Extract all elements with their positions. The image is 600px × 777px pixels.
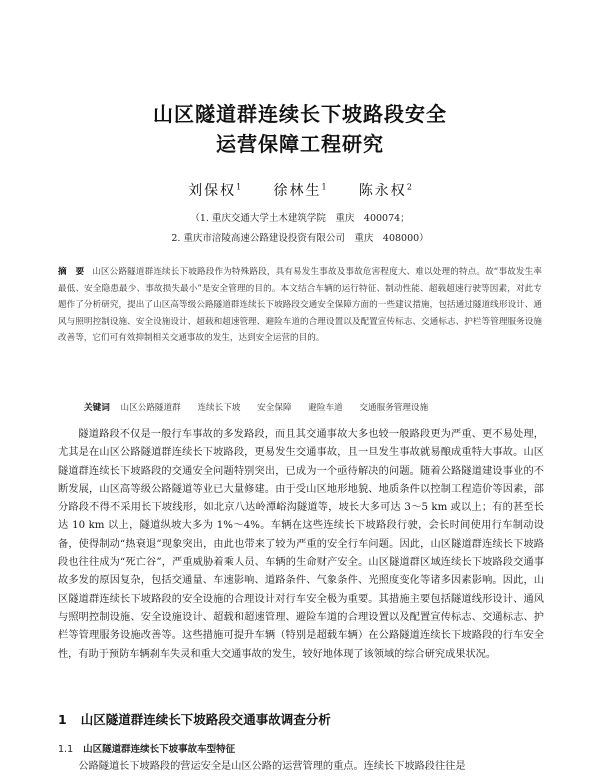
affiliation-1: （1. 重庆交通大学土木建筑学院 重庆 400074；	[190, 213, 410, 224]
keyword: 避险车道	[308, 403, 343, 413]
keywords-label: 关键词	[84, 403, 110, 413]
author-affiliation-mark: 1	[321, 182, 327, 192]
abstract	[58, 264, 542, 347]
keyword: 交通服务管理设施	[359, 403, 429, 413]
author-name: 徐林生	[273, 183, 322, 199]
affiliation-2: 2. 重庆市涪陵高速公路建设投资有限公司 重庆 408000）	[171, 233, 429, 244]
subsection-title: 山区隧道群连续长下坡事故车型特征	[83, 744, 236, 755]
keyword: 山区公路隧道群	[120, 403, 181, 413]
section-title: 山区隧道群连续长下坡路段交通事故调查分析	[80, 712, 331, 727]
section-number: 1	[58, 712, 67, 727]
keyword: 安全保障	[257, 403, 292, 413]
abstract-text: 山区公路隧道群连续长下坡路段作为特殊路段，具有易发生事故及事故危害程度大、难以处理的特点。故“事故发生率最低、安全隐患最少、事故损失最小”是安全管理的目的。本文结合车辆的运行特征、制动性能、超载超速行驶等因素，对此专题作了分析研究，提出了山区高等级公路隧道群连续长下坡路段交通安全保障方面的一些建议措施，包括通过隧道线形设计、通风与照明控制设施、安全设施设计、超载和超速管理、避险车道的合理设置以及配置宣传标志、交通标志、护栏等管理服务设施改善等，它们可有效抑制相关交通事故的发生，达到安全运营的目的。	[58, 267, 542, 343]
abstract-label: 摘 要	[58, 267, 85, 277]
subsection-number: 1.1	[58, 744, 74, 755]
author-name: 刘保权	[188, 183, 237, 199]
section-heading	[58, 710, 548, 728]
subsection-heading	[58, 741, 548, 755]
keywords	[84, 401, 544, 413]
body-paragraph: 隧道路段不仅是一般行车事故的多发路段，而且其交通事故大多也较一般路段更为严重、更不易处理，尤其是在山区公路隧道群连续长下坡路段，更易发生交通事故，且一旦发生事故就易酿成重特大事故。山区隧道群连续长下坡路段的交通安全问题特别突出，已成为一个亟待解决的问题。随着公路隧道建设事业的不断发展，山区高等级公路隧道等业已大量修建。由于受山区地形地貌、地质条件以控制工程造价等因素，部分路段不得不采用长下坡线形，如北京八达岭潭峪沟隧道等，坡长大多可达 3～5 km 或以上；有的甚至长达 10 km 以上，隧道纵坡大多为 1%～4%。车辆在这些连续长下坡路段行驶，会长时间使用行车制动设备，使得制动“热衰退”现象突出，由此也带来了较为严重的安全行车问题。因此，山区隧道群连续长下坡路段也往往成为“死亡谷”，严重威胁着乘人员、车辆的生命财产安全。山区隧道群区域连续长下坡路段交通事故多发的原因复杂，包括交通量、车速影响、道路条件、气象条件、光照度变化等诸多因素影响。因此，山区隧道群连续长下坡路段的安全设施的合理设计对行车安全极为重要。其措施主要包括隧道线形设计、通风与照明控制设施、安全设施设计、超载和超速管理、避险车道的合理设置以及配置宣传标志、交通标志、护栏等管理服务设施改善等。这些措施可提升车辆（特别是超载车辆）在公路隧道连续长下坡路段的行车安全性，有助于预防车辆刹车失灵和重大交通事故的发生，较好地体现了该领域的综合研究成果状况。	[58, 429, 544, 660]
paper-title-line-1: 山区隧道群连续长下坡路段安全	[153, 102, 447, 126]
author-affiliation-mark: 1	[236, 182, 242, 192]
paper-title-line-2: 运营保障工程研究	[216, 132, 384, 156]
author-list	[0, 180, 600, 200]
author-name: 陈永权	[358, 183, 407, 199]
body-last-line: 公路隧道长下坡路段的营运安全是山区公路的运营管理的重点。连续长下坡路段往往是	[78, 761, 466, 772]
keyword: 连续长下坡	[197, 403, 241, 413]
author-affiliation-mark: 2	[406, 182, 412, 192]
